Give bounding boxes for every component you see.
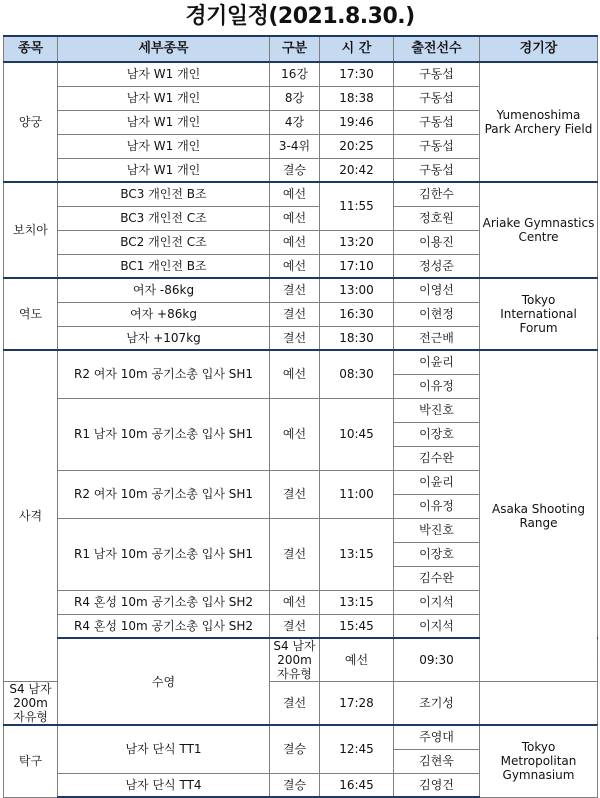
time-cell: 10:45 (320, 398, 394, 470)
athlete-cell: 조기성 (394, 682, 480, 726)
time-cell: 11:55 (320, 182, 394, 230)
sport-cell: 사격 (4, 350, 58, 682)
venue-line: Gymnasium (502, 768, 575, 783)
stage-cell: 결승 (270, 158, 320, 182)
time-cell: 17:28 (320, 682, 394, 726)
event-cell: 남자 W1 개인 (58, 110, 270, 134)
time-cell: 19:46 (320, 110, 394, 134)
athlete-cell: 박진호 (394, 518, 480, 542)
time-cell: 13:20 (320, 230, 394, 254)
athlete-cell: 이영선 (394, 278, 480, 302)
athlete-cell: 김수완 (394, 446, 480, 470)
athlete-cell: 이유정 (394, 494, 480, 518)
header-stage: 구분 (270, 36, 320, 62)
header-event: 세부종목 (58, 36, 270, 62)
event-cell: 남자 +107kg (58, 326, 270, 350)
venue-line: Centre (518, 230, 559, 244)
stage-cell: 결선 (270, 278, 320, 302)
athlete-cell: 김현욱 (394, 749, 480, 773)
athlete-cell: 주영대 (394, 725, 480, 749)
event-cell: 남자 W1 개인 (58, 62, 270, 86)
sport-cell: 양궁 (4, 62, 58, 182)
time-cell: 17:10 (320, 254, 394, 278)
athlete-cell: 구동섭 (394, 134, 480, 158)
time-cell: 12:45 (320, 725, 394, 773)
venue-line: Tokyo International (500, 293, 577, 321)
venue-line: Ariake Gymnastics (482, 216, 595, 230)
athlete-cell: 구동섭 (394, 86, 480, 110)
time-cell: 16:45 (320, 773, 394, 797)
stage-cell: 16강 (270, 62, 320, 86)
event-cell: R4 혼성 10m 공기소총 입사 SH2 (58, 614, 270, 638)
athlete-cell: 김한수 (394, 182, 480, 206)
time-cell: 13:15 (320, 590, 394, 614)
athlete-cell: 이현정 (394, 302, 480, 326)
sport-cell: 보치아 (4, 182, 58, 278)
event-cell: 남자 단식 TT1 (58, 725, 270, 773)
venue-line: Range (519, 516, 558, 530)
event-cell: R2 여자 10m 공기소총 입사 SH1 (58, 350, 270, 398)
stage-cell: 예선 (270, 254, 320, 278)
event-cell: BC2 개인전 C조 (58, 230, 270, 254)
event-cell: BC3 개인전 C조 (58, 206, 270, 230)
event-cell: 남자 W1 개인 (58, 86, 270, 110)
stage-cell: 결선 (270, 614, 320, 638)
stage-cell: 결선 (270, 518, 320, 590)
event-cell: R2 여자 10m 공기소총 입사 SH1 (58, 470, 270, 518)
sport-cell: 탁구 (4, 725, 58, 797)
sport-cell: 수영 (58, 638, 270, 725)
venue-cell (480, 278, 598, 350)
venue-line: Forum (519, 321, 558, 335)
stage-cell: 예선 (270, 350, 320, 398)
stage-cell: 결선 (270, 326, 320, 350)
stage-cell: 8강 (270, 86, 320, 110)
venue-line: Yumenoshima (496, 108, 581, 122)
time-cell: 18:38 (320, 86, 394, 110)
header-athlete: 출전선수 (394, 36, 480, 62)
athlete-cell: 김영건 (394, 773, 480, 797)
stage-cell: 예선 (270, 230, 320, 254)
event-cell: R4 혼성 10m 공기소총 입사 SH2 (58, 590, 270, 614)
stage-cell: 예선 (270, 590, 320, 614)
time-cell: 11:00 (320, 470, 394, 518)
athlete-cell: 이용진 (394, 230, 480, 254)
page-title: 경기일정(2021.8.30.) (185, 4, 415, 29)
venue-cell (480, 350, 598, 682)
venue-line: Tokyo Metropolitan (500, 740, 577, 769)
stage-cell: 예선 (320, 638, 394, 682)
header-time: 시 간 (320, 36, 394, 62)
event-cell: R1 남자 10m 공기소총 입사 SH1 (58, 398, 270, 470)
header-row (4, 36, 598, 62)
event-cell: 남자 W1 개인 (58, 158, 270, 182)
event-cell: 남자 W1 개인 (58, 134, 270, 158)
stage-cell: 예선 (270, 182, 320, 206)
event-cell: BC1 개인전 B조 (58, 254, 270, 278)
stage-cell: 예선 (270, 398, 320, 470)
athlete-cell: 이장호 (394, 422, 480, 446)
event-cell: 남자 단식 TT4 (58, 773, 270, 797)
event-cell: R1 남자 10m 공기소총 입사 SH1 (58, 518, 270, 590)
header-venue: 경기장 (480, 36, 598, 62)
time-cell: 16:30 (320, 302, 394, 326)
athlete-cell: 이윤리 (394, 470, 480, 494)
athlete-cell: 구동섭 (394, 158, 480, 182)
time-cell: 13:15 (320, 518, 394, 590)
athlete-cell: 이지석 (394, 614, 480, 638)
event-cell: 여자 +86kg (58, 302, 270, 326)
stage-cell: 결승 (270, 773, 320, 797)
stage-cell: 결선 (270, 470, 320, 518)
athlete-cell: 전근배 (394, 326, 480, 350)
time-cell: 20:42 (320, 158, 394, 182)
stage-cell: 결선 (270, 682, 320, 726)
time-cell: 20:25 (320, 134, 394, 158)
stage-cell: 결승 (270, 725, 320, 773)
athlete-cell: 정성준 (394, 254, 480, 278)
venue-cell (480, 725, 598, 797)
time-cell: 09:30 (394, 638, 480, 682)
schedule-table (3, 35, 598, 798)
venue-line: Asaka Shooting (492, 502, 585, 516)
table-row (4, 182, 598, 206)
time-cell: 08:30 (320, 350, 394, 398)
event-cell: S4 남자 200m 자유형 (270, 638, 320, 682)
athlete-cell: 이장호 (394, 542, 480, 566)
stage-cell: 3-4위 (270, 134, 320, 158)
athlete-cell: 김수완 (394, 566, 480, 590)
venue-cell (480, 182, 598, 278)
venue-line: Park Archery Field (484, 122, 593, 136)
sport-cell: 역도 (4, 278, 58, 350)
athlete-cell: 구동섭 (394, 62, 480, 86)
athlete-cell: 박진호 (394, 398, 480, 422)
venue-cell (480, 62, 598, 182)
time-cell: 18:30 (320, 326, 394, 350)
athlete-cell: 정호원 (394, 206, 480, 230)
athlete-cell: 이윤리 (394, 350, 480, 374)
event-cell: 여자 -86kg (58, 278, 270, 302)
time-cell: 17:30 (320, 62, 394, 86)
stage-cell: 결선 (270, 302, 320, 326)
table-row (4, 350, 598, 374)
stage-cell: 예선 (270, 206, 320, 230)
time-cell: 13:00 (320, 278, 394, 302)
athlete-cell: 구동섭 (394, 110, 480, 134)
table-row (4, 278, 598, 302)
event-cell: BC3 개인전 B조 (58, 182, 270, 206)
time-cell: 15:45 (320, 614, 394, 638)
table-row (4, 62, 598, 86)
header-sport: 종목 (4, 36, 58, 62)
event-cell: S4 남자 200m 자유형 (4, 682, 58, 726)
table-row (4, 725, 598, 749)
athlete-cell: 이유정 (394, 374, 480, 398)
stage-cell: 4강 (270, 110, 320, 134)
athlete-cell: 이지석 (394, 590, 480, 614)
